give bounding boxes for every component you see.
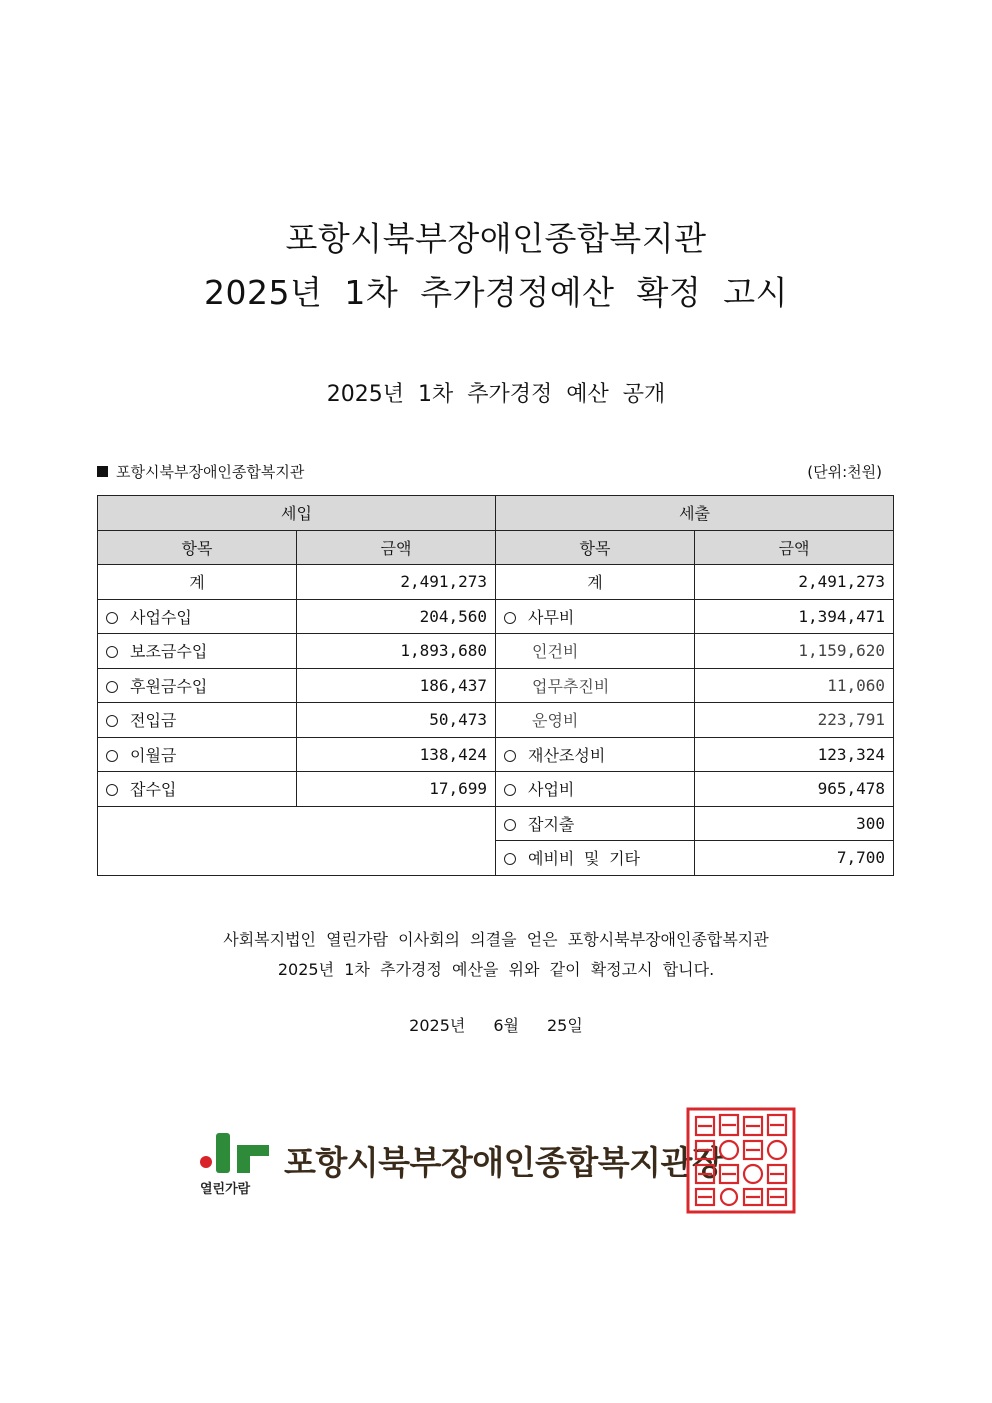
expense-item-amount: 123,324 xyxy=(695,737,894,772)
expense-item-amount: 300 xyxy=(695,806,894,841)
expense-item-amount: 1,394,471 xyxy=(695,599,894,634)
date-year: 2025년 xyxy=(409,1016,466,1035)
expense-subitem-amount: 1,159,620 xyxy=(695,634,894,669)
table-row xyxy=(98,634,894,669)
expense-item-label: 사무비 xyxy=(528,607,575,627)
income-item-amount: 138,424 xyxy=(297,737,496,772)
income-empty-cell xyxy=(98,806,496,875)
income-item-label: 사업수입 xyxy=(130,607,192,627)
table-row xyxy=(98,806,894,841)
expense-col-item: 항목 xyxy=(496,530,695,565)
circle-bullet-icon xyxy=(106,612,118,624)
square-bullet-icon xyxy=(97,466,108,477)
expense-item-amount: 7,700 xyxy=(695,841,894,876)
income-item xyxy=(98,703,297,738)
expense-header: 세출 xyxy=(496,496,894,531)
title-line-1: 포항시북부장애인종합복지관 xyxy=(285,219,707,258)
income-item-amount: 186,437 xyxy=(297,668,496,703)
income-item xyxy=(98,668,297,703)
document-title xyxy=(0,212,992,320)
expense-item xyxy=(496,737,695,772)
table-row xyxy=(98,565,894,600)
income-item xyxy=(98,599,297,634)
income-item-label: 이월금 xyxy=(130,745,177,765)
income-col-amount: 금액 xyxy=(297,530,496,565)
expense-total-label: 계 xyxy=(496,565,695,600)
org-row xyxy=(97,461,882,482)
expense-subitem-amount: 223,791 xyxy=(695,703,894,738)
income-item xyxy=(98,772,297,807)
date-month: 6월 xyxy=(493,1016,519,1035)
logo-text: 열린가람 xyxy=(200,1182,251,1197)
official-seal-icon xyxy=(686,1107,796,1214)
table-section-header-row xyxy=(98,496,894,531)
circle-bullet-icon xyxy=(106,750,118,762)
table-row xyxy=(98,599,894,634)
income-item xyxy=(98,737,297,772)
expense-item xyxy=(496,806,695,841)
expense-subitem-label: 업무추진비 xyxy=(496,668,695,703)
budget-table xyxy=(97,495,894,876)
expense-item-label: 예비비 및 기타 xyxy=(528,849,641,869)
date-day: 25일 xyxy=(547,1016,583,1035)
expense-item xyxy=(496,841,695,876)
signature-name: 포항시북부장애인종합복지관장 xyxy=(284,1143,724,1182)
expense-item-label: 재산조성비 xyxy=(528,745,606,765)
table-row xyxy=(98,737,894,772)
income-total-amount: 2,491,273 xyxy=(297,565,496,600)
table-column-header-row xyxy=(98,530,894,565)
expense-item xyxy=(496,772,695,807)
income-item-label: 보조금수입 xyxy=(130,642,208,662)
income-total-label: 계 xyxy=(98,565,297,600)
income-item-amount: 1,893,680 xyxy=(297,634,496,669)
notice-text xyxy=(0,925,992,985)
table-row xyxy=(98,703,894,738)
notice-line-2: 2025년 1차 추가경정 예산을 위와 같이 확정고시 합니다. xyxy=(277,960,715,979)
income-item-label: 후원금수입 xyxy=(130,676,208,696)
unit-label: (단위:천원) xyxy=(807,463,882,481)
income-item xyxy=(98,634,297,669)
expense-total-amount: 2,491,273 xyxy=(695,565,894,600)
notice-date xyxy=(0,1013,992,1036)
title-line-2: 2025년 1차 추가경정예산 확정 고시 xyxy=(204,273,788,312)
org-label: 포항시북부장애인종합복지관 xyxy=(116,463,305,481)
expense-subitem-amount: 11,060 xyxy=(695,668,894,703)
income-item-amount: 204,560 xyxy=(297,599,496,634)
expense-subitem-label: 운영비 xyxy=(496,703,695,738)
expense-item-amount: 965,478 xyxy=(695,772,894,807)
circle-bullet-icon xyxy=(106,784,118,796)
circle-bullet-icon xyxy=(504,750,516,762)
circle-bullet-icon xyxy=(504,853,516,865)
document-subtitle: 2025년 1차 추가경정 예산 공개 xyxy=(326,382,666,407)
circle-bullet-icon xyxy=(504,819,516,831)
table-row xyxy=(98,772,894,807)
income-item-amount: 50,473 xyxy=(297,703,496,738)
income-item-amount: 17,699 xyxy=(297,772,496,807)
income-col-item: 항목 xyxy=(98,530,297,565)
circle-bullet-icon xyxy=(504,784,516,796)
expense-item xyxy=(496,599,695,634)
income-item-label: 잡수입 xyxy=(130,780,177,800)
circle-bullet-icon xyxy=(106,715,118,727)
income-header: 세입 xyxy=(98,496,496,531)
circle-bullet-icon xyxy=(106,681,118,693)
expense-item-label: 잡지출 xyxy=(528,814,575,834)
table-row xyxy=(98,668,894,703)
expense-subitem-label: 인건비 xyxy=(496,634,695,669)
expense-col-amount: 금액 xyxy=(695,530,894,565)
income-item-label: 전입금 xyxy=(130,711,177,731)
circle-bullet-icon xyxy=(504,612,516,624)
circle-bullet-icon xyxy=(106,646,118,658)
expense-item-label: 사업비 xyxy=(528,780,575,800)
notice-line-1: 사회복지법인 열린가람 이사회의 의결을 얻은 포항시북부장애인종합복지관 xyxy=(223,930,769,949)
